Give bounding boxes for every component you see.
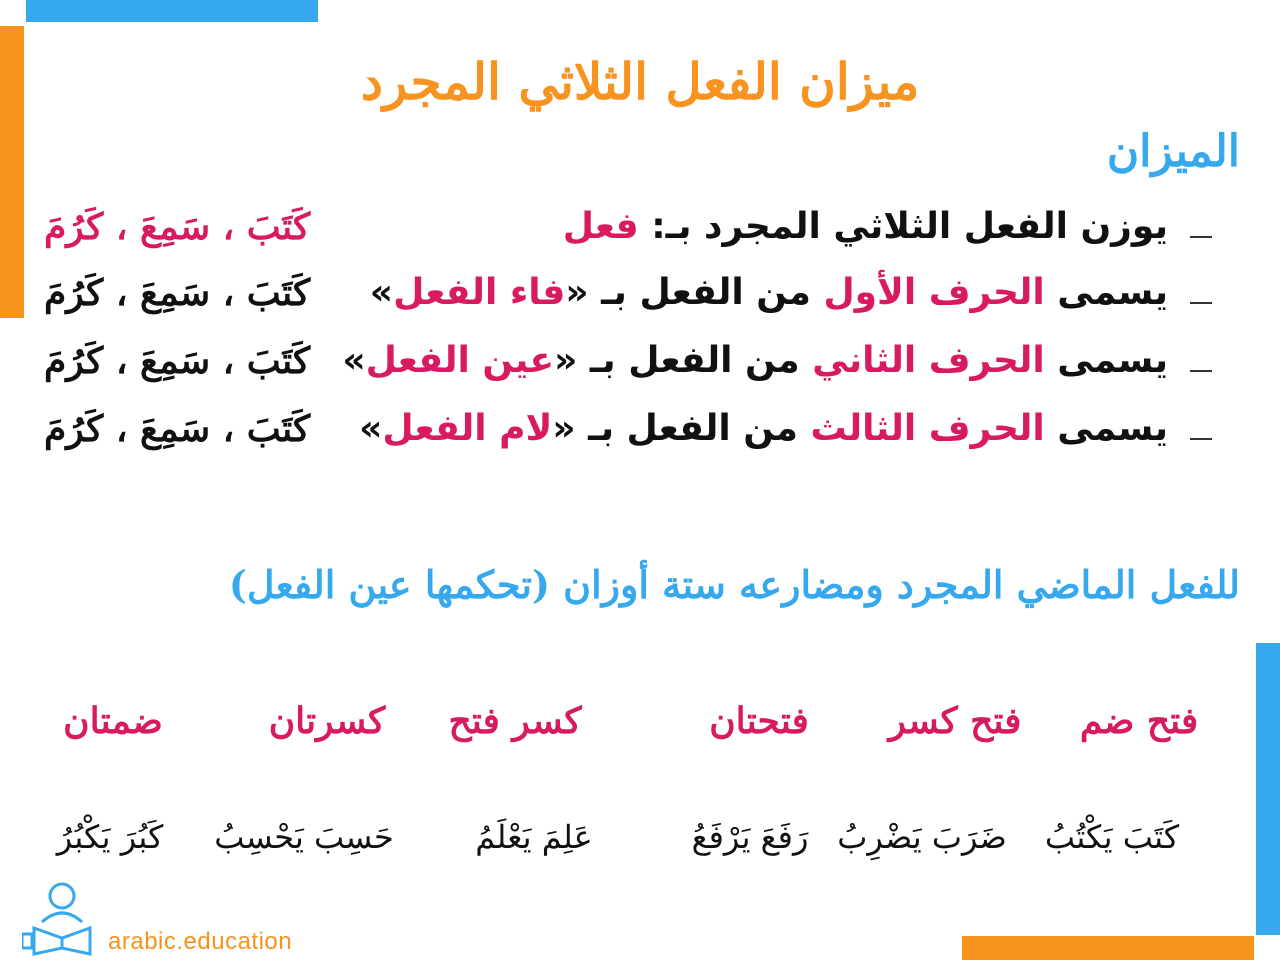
- rule-text-part: يوزن الفعل الثلاثي المجرد بـ:: [638, 206, 1168, 247]
- rule-highlight: عين الفعل: [365, 340, 555, 381]
- rule-text: [563, 206, 1168, 247]
- pattern-label: فتح كسر: [888, 700, 1022, 742]
- rule-row-2: [44, 272, 1168, 332]
- patterns-note: للفعل الماضي المجرد ومضارعه ستة أوزان (تحكمها عين الفعل): [228, 562, 1240, 607]
- pattern-label: كسر فتح: [448, 700, 582, 742]
- decor-bar-right: [1256, 643, 1280, 935]
- rule-highlight: الحرف الثاني: [812, 340, 1045, 381]
- bullet-dash: [1190, 236, 1212, 238]
- rule-highlight: الحرف الثالث: [810, 408, 1045, 449]
- rule-highlight: الحرف الأول: [823, 272, 1045, 313]
- rule-text-part: »: [369, 272, 394, 313]
- rule-examples: كَتَبَ ، سَمِعَ ، كَرُمَ: [44, 206, 311, 248]
- verb-example: ضَرَبَ يَضْرِبُ: [837, 818, 1007, 856]
- brand-name: arabic.education: [108, 928, 293, 955]
- pattern-label: فتح ضم: [1079, 700, 1199, 742]
- rule-text-part: »: [359, 408, 383, 449]
- decor-bar-top: [26, 0, 318, 22]
- rule-text: [359, 408, 1168, 449]
- rule-text-part: من الفعل بـ «: [552, 408, 811, 449]
- rule-examples: كَتَبَ ، سَمِعَ ، كَرُمَ: [44, 408, 311, 450]
- rule-text-part: »: [342, 340, 366, 381]
- book-reader-icon: [22, 878, 112, 958]
- bullet-dash: [1190, 370, 1212, 372]
- brand-logo: [22, 878, 292, 958]
- verb-example: عَلِمَ يَعْلَمُ: [475, 818, 593, 856]
- rule-row-1: [44, 206, 1168, 266]
- rule-text: [342, 340, 1168, 381]
- bullet-dash: [1190, 302, 1212, 304]
- rule-row-4: [44, 408, 1168, 468]
- bullet-dash: [1190, 438, 1212, 440]
- pattern-label: فتحتان: [709, 700, 809, 742]
- verb-example: حَسِبَ يَحْسِبُ: [214, 818, 394, 856]
- rule-examples: كَتَبَ ، سَمِعَ ، كَرُمَ: [44, 340, 311, 382]
- rule-text-part: يسمى: [1044, 272, 1168, 313]
- pattern-label: ضمتان: [63, 700, 163, 742]
- rule-text: [370, 272, 1168, 313]
- decor-bar-bottom: [962, 936, 1254, 960]
- section-heading: الميزان: [1106, 126, 1240, 177]
- pattern-label: كسرتان: [268, 700, 386, 742]
- rule-text-part: من الفعل بـ «: [565, 272, 824, 313]
- verb-example: كَبُرَ يَكْبُرُ: [56, 818, 164, 856]
- rule-row-3: [44, 340, 1168, 400]
- page-title: ميزان الفعل الثلاثي المجرد: [360, 52, 920, 111]
- verb-example: كَتَبَ يَكْتُبُ: [1044, 818, 1180, 856]
- rule-highlight: فعل: [562, 206, 639, 247]
- rule-text-part: من الفعل بـ «: [554, 340, 813, 381]
- rule-examples: كَتَبَ ، سَمِعَ ، كَرُمَ: [44, 272, 311, 314]
- rule-highlight: لام الفعل: [382, 408, 553, 449]
- verb-example: رَفَعَ يَرْفَعُ: [691, 818, 809, 856]
- rule-highlight: فاء الفعل: [393, 272, 566, 313]
- rule-text-part: يسمى: [1044, 408, 1168, 449]
- rule-text-part: يسمى: [1044, 340, 1168, 381]
